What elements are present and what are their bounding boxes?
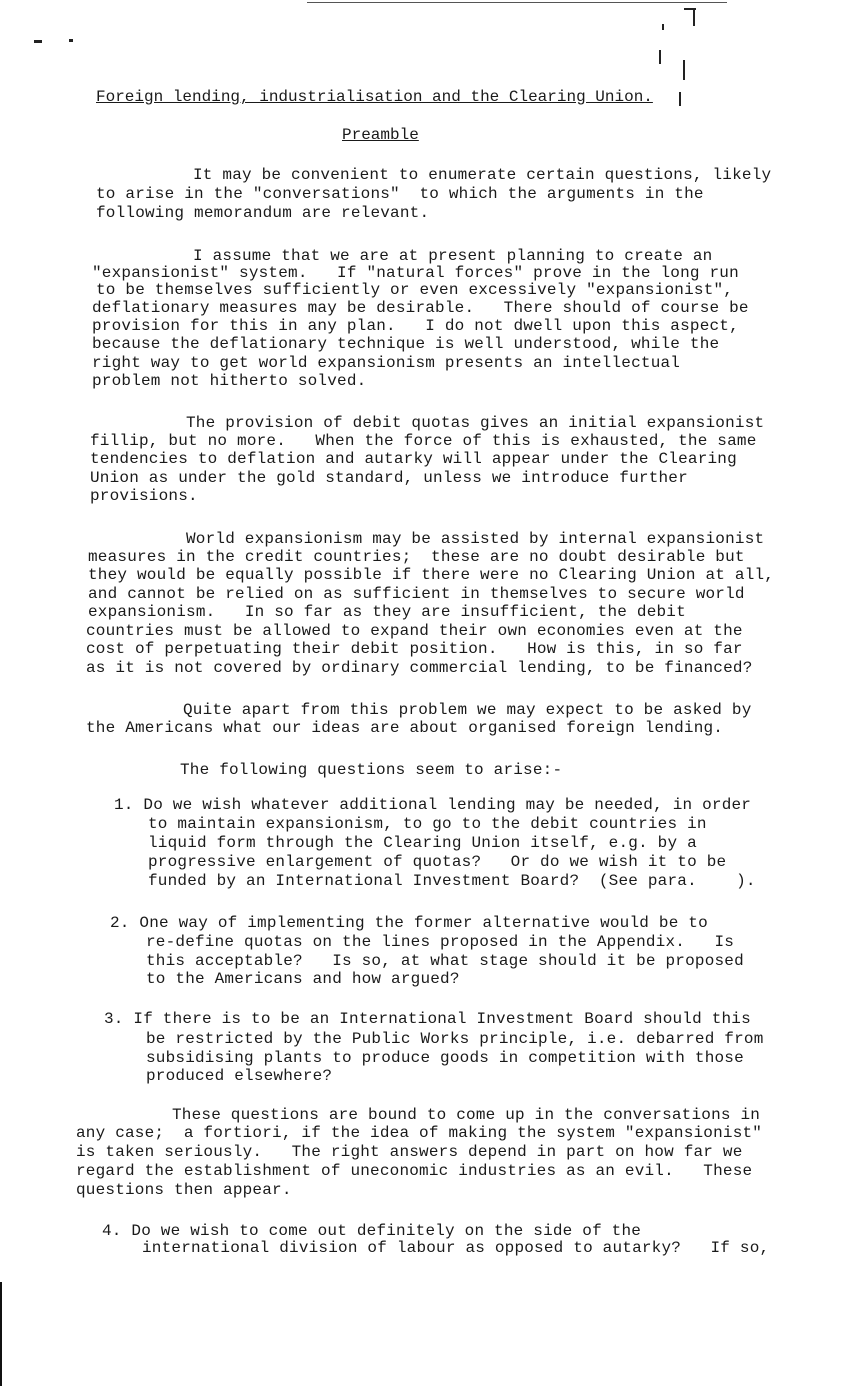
text-line: to maintain expansionism, to go to the debit countries in — [148, 815, 707, 833]
text-line: and cannot be relied on as sufficient in themselves to secure world — [88, 585, 745, 603]
list-item: 2. One way of implementing the former alternative would be to — [110, 914, 708, 932]
text-line: funded by an International Investment Board? (See para. ). — [148, 872, 756, 890]
text-line: international division of labour as opposed to autarky? If so, — [142, 1239, 770, 1257]
margin-mark — [679, 92, 681, 106]
scan-edge — [0, 1282, 2, 1386]
text-line: cost of perpetuating their debit position. How is this, in so far — [86, 640, 743, 658]
text-line: they would be equally possible if there were no Clearing Union at all, — [88, 566, 775, 584]
margin-mark — [683, 60, 685, 80]
text-line: tendencies to deflation and autarky will appear under the Clearing — [90, 450, 737, 468]
text-line: regard the establishment of uneconomic industries as an evil. These — [76, 1162, 753, 1180]
text-line: right way to get world expansionism presents an intellectual — [92, 354, 681, 372]
text-line: measures in the credit countries; these are no doubt desirable but — [88, 548, 745, 566]
text-line: Quite apart from this problem we may expect to be asked by — [183, 701, 752, 719]
text-line: I assume that we are at present planning to create an — [193, 247, 713, 265]
margin-mark — [693, 8, 695, 26]
text-line: questions then appear. — [76, 1181, 292, 1199]
text-line: deflationary measures may be desirable. There should of course be — [92, 299, 749, 317]
text-line: liquid form through the Clearing Union itself, e.g. by a — [148, 834, 697, 852]
text-line: to be themselves sufficiently or even excessively "expansionist", — [96, 281, 734, 299]
margin-mark — [662, 24, 664, 30]
text-line: produced elsewhere? — [146, 1067, 333, 1085]
text-line: expansionism. In so far as they are insufficient, the debit — [88, 603, 686, 621]
text-line: following memorandum are relevant. — [96, 204, 430, 222]
text-line: These questions are bound to come up in the conversations in — [172, 1106, 761, 1124]
text-line: fillip, but no more. When the force of this is exhausted, the same — [90, 432, 757, 450]
text-line: It may be convenient to enumerate certain questions, likely — [193, 166, 772, 184]
text-line: problem not hitherto solved. — [92, 372, 367, 390]
text-line: The provision of debit quotas gives an initial expansionist — [186, 414, 765, 432]
text-line: to the Americans and how argued? — [146, 970, 460, 988]
text-line: countries must be allowed to expand their own economies even at the — [86, 622, 743, 640]
text-line: because the deflationary technique is well understood, while the — [92, 335, 720, 353]
text-line: subsidising plants to produce goods in competition with those — [146, 1049, 744, 1067]
text-line: World expansionism may be assisted by internal expansionist — [186, 530, 765, 548]
list-item: 3. If there is to be an International Investment Board should this — [104, 1010, 751, 1028]
margin-mark — [659, 50, 661, 64]
text-line: to arise in the "conversations" to which the arguments in the — [96, 185, 704, 203]
text-line: Union as under the gold standard, unless we introduce further — [90, 469, 688, 487]
margin-mark — [69, 39, 73, 42]
text-line: is taken seriously. The right answers depend in part on how far we — [76, 1143, 743, 1161]
text-line: re-define quotas on the lines proposed in the Appendix. Is — [146, 933, 735, 951]
text-line: as it is not covered by ordinary commercial lending, to be financed? — [86, 659, 753, 677]
text-line: provision for this in any plan. I do not dwell upon this aspect, — [92, 317, 739, 335]
text-line: "expansionist" system. If "natural forces" prove in the long run — [92, 264, 739, 282]
text-line: the Americans what our ideas are about organised foreign lending. — [86, 719, 724, 737]
text-line: provisions. — [90, 487, 198, 505]
text-line: The following questions seem to arise:- — [180, 761, 563, 779]
document-title: Foreign lending, industrialisation and the Clearing Union. — [96, 88, 653, 106]
text-line: this acceptable? Is so, at what stage should it be proposed — [146, 952, 744, 970]
margin-mark — [34, 40, 42, 43]
section-heading: Preamble — [342, 126, 419, 144]
text-line: progressive enlargement of quotas? Or do we wish it to be — [148, 853, 727, 871]
top-rule — [307, 2, 727, 3]
list-item: 1. Do we wish whatever additional lending may be needed, in order — [114, 796, 752, 814]
text-line: be restricted by the Public Works principle, i.e. debarred from — [146, 1030, 764, 1048]
list-item: 4. Do we wish to come out definitely on the side of the — [102, 1222, 642, 1240]
text-line: any case; a fortiori, if the idea of making the system "expansionist" — [76, 1124, 763, 1142]
